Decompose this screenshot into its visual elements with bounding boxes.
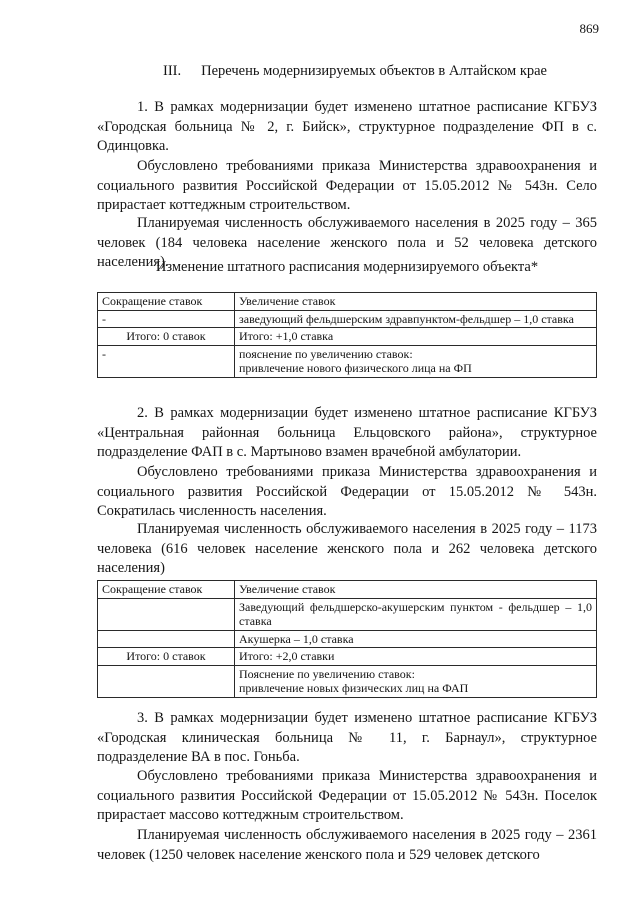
explanation-text: привлечение новых физических лиц на ФАП (239, 681, 469, 695)
section-title: Перечень модернизируемых объектов в Алтайском крае (201, 63, 547, 79)
table-row (98, 665, 597, 697)
item-2-paragraph-1: 2. В рамках модернизации будет изменено штатное расписание КГБУЗ «Центральная районная больница Ельцовского района», структурное подразделение ФАП в с. Мартыново взамен врачебной амбулатории. (97, 405, 597, 460)
staff-change-table-2 (97, 580, 597, 698)
header-reduction: Сокращение ставок (98, 293, 235, 311)
staff-change-table-1 (97, 292, 597, 378)
explanation-text: привлечение нового физического лица на ФП (239, 361, 472, 375)
header-reduction: Сокращение ставок (98, 581, 235, 599)
item-2-paragraph-2: Обусловлено требованиями приказа Министерства здравоохранения и социального развития Российской Федерации от 15.05.2012 № 543н. Сократилась численность населения. (97, 464, 597, 519)
header-increase: Увеличение ставок (235, 581, 597, 599)
item-1-paragraph-1: 1. В рамках модернизации будет изменено штатное расписание КГБУЗ «Городская больница № 2, г. Бийск», структурное подразделение ФП в с. Одинцовка. (97, 99, 597, 154)
table-header-row (98, 581, 597, 599)
increase-total: Итого: +1,0 ставка (235, 328, 597, 346)
explanation-cell (235, 345, 597, 377)
table-row (98, 328, 597, 346)
section-heading (100, 63, 610, 80)
reduction-cell (98, 665, 235, 697)
item-3-paragraph-2: Обусловлено требованиями приказа Министерства здравоохранения и социального развития Российской Федерации от 15.05.2012 № 543н. Поселок прирастает массово коттеджным строительством. (97, 768, 597, 823)
reduction-total: Итого: 0 ставок (98, 328, 235, 346)
header-increase: Увеличение ставок (235, 293, 597, 311)
explanation-label: Пояснение по увеличению ставок: (239, 666, 415, 681)
increase-cell: Акушерка – 1,0 ставка (235, 630, 597, 648)
item-1-paragraph-2: Обусловлено требованиями приказа Министерства здравоохранения и социального развития Российской Федерации от 15.05.2012 № 543н. Село прирастает коттеджным строительством. (97, 158, 597, 213)
table-header-row (98, 293, 597, 311)
section-number: III. (162, 63, 182, 79)
increase-total: Итого: +2,0 ставки (235, 648, 597, 666)
explanation-label: пояснение по увеличению ставок: (239, 346, 413, 361)
item-3-paragraph-1: 3. В рамках модернизации будет изменено штатное расписание КГБУЗ «Городская клиническая больница № 11, г. Барнаул», структурное подразделение ВА в пос. Гоньба. (97, 710, 597, 765)
item-2-paragraph-3: Планируемая численность обслуживаемого населения в 2025 году – 1173 человека (616 человек население женского пола и 262 человека детского населения) (97, 521, 597, 576)
item-3-paragraph-3: Планируемая численность обслуживаемого населения в 2025 году – 2361 человек (1250 человек население женского пола и 529 человек детского (97, 827, 597, 863)
table-row (98, 630, 597, 648)
reduction-cell: - (98, 345, 235, 377)
reduction-total: Итого: 0 ставок (98, 648, 235, 666)
table-row (98, 345, 597, 377)
reduction-cell (98, 630, 235, 648)
table-row (98, 598, 597, 630)
table-row (98, 310, 597, 328)
page-number: 869 (579, 21, 599, 36)
increase-cell: Заведующий фельдшерско-акушерским пунктом - фельдшер – 1,0 ставка (235, 598, 597, 630)
item-1-paragraph-3: Планируемая численность обслуживаемого населения в 2025 году – 365 человек (184 человека население женского пола и 52 человека детского населения). (97, 215, 597, 270)
table-row (98, 648, 597, 666)
increase-cell: заведующий фельдшерским здравпунктом-фельдшер – 1,0 ставка (235, 310, 597, 328)
reduction-cell (98, 598, 235, 630)
table-caption: Изменение штатного расписания модернизируемого объекта* (155, 259, 539, 275)
reduction-cell: - (98, 310, 235, 328)
explanation-cell (235, 665, 597, 697)
